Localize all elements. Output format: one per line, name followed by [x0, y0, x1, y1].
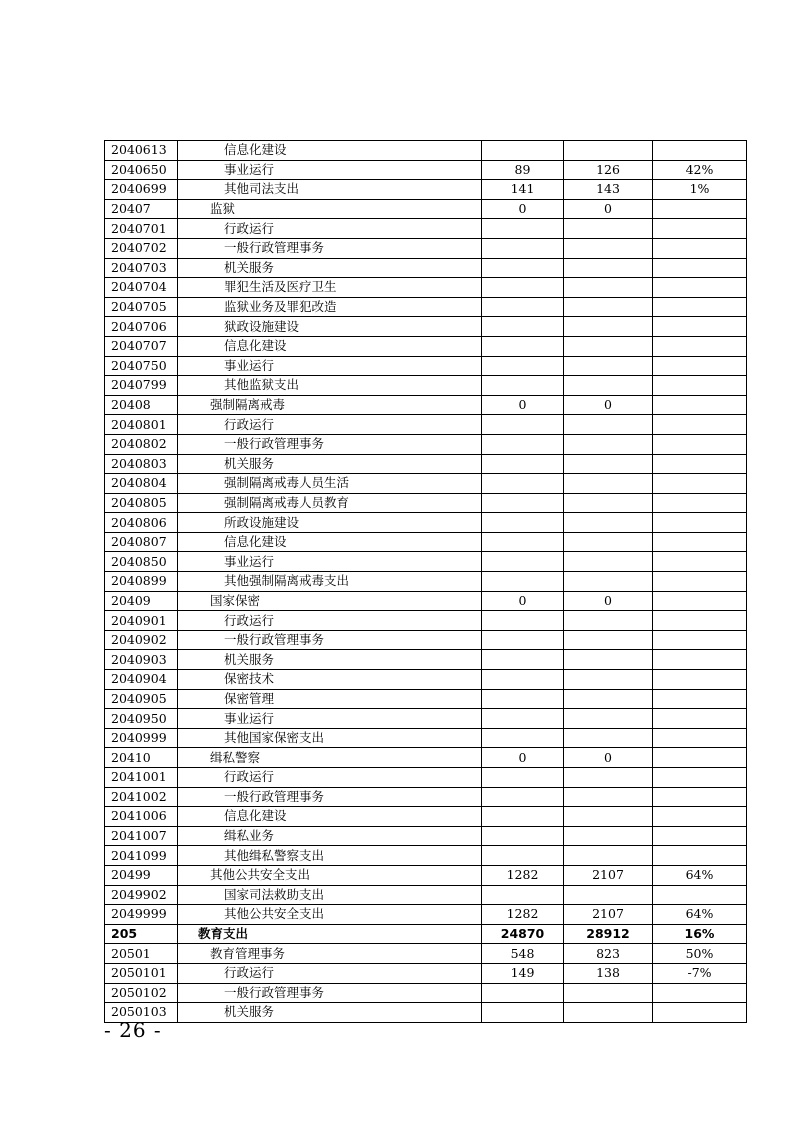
row-value-2-cell: [564, 336, 653, 356]
row-name-cell: 其他国家保密支出: [178, 728, 482, 748]
row-value-2-cell: 0: [564, 395, 653, 415]
row-value-2-cell: 0: [564, 748, 653, 768]
row-code-cell: 2040850: [105, 552, 178, 572]
row-percent-cell: [653, 650, 747, 670]
row-value-1-cell: [482, 630, 564, 650]
table-row: [105, 650, 747, 670]
table-row: [105, 278, 747, 298]
row-name-cell: 行政运行: [178, 415, 482, 435]
row-percent-cell: [653, 787, 747, 807]
row-name-cell: 所政设施建设: [178, 513, 482, 533]
row-value-2-cell: [564, 532, 653, 552]
row-value-1-cell: [482, 513, 564, 533]
table-row: [105, 670, 747, 690]
row-percent-cell: [653, 415, 747, 435]
row-percent-cell: [653, 611, 747, 631]
row-percent-cell: [653, 336, 747, 356]
row-code-cell: 2040699: [105, 180, 178, 200]
row-percent-cell: [653, 885, 747, 905]
row-value-1-cell: [482, 356, 564, 376]
row-name-cell: 机关服务: [178, 454, 482, 474]
row-value-1-cell: [482, 552, 564, 572]
table-row: [105, 199, 747, 219]
table-row: [105, 630, 747, 650]
row-percent-cell: [653, 630, 747, 650]
row-code-cell: 2040707: [105, 336, 178, 356]
table-row: [105, 376, 747, 396]
row-percent-cell: 64%: [653, 865, 747, 885]
row-name-cell: 一般行政管理事务: [178, 630, 482, 650]
row-name-cell: 狱政设施建设: [178, 317, 482, 337]
row-value-1-cell: [482, 297, 564, 317]
row-percent-cell: [653, 1003, 747, 1023]
row-value-1-cell: [482, 493, 564, 513]
table-row: [105, 924, 747, 944]
row-name-cell: 其他监狱支出: [178, 376, 482, 396]
row-percent-cell: [653, 768, 747, 788]
row-value-1-cell: [482, 376, 564, 396]
row-value-2-cell: [564, 689, 653, 709]
row-code-cell: 2049902: [105, 885, 178, 905]
table-row: [105, 768, 747, 788]
row-code-cell: 2040905: [105, 689, 178, 709]
table-row: [105, 454, 747, 474]
row-code-cell: 2050102: [105, 983, 178, 1003]
row-code-cell: 20410: [105, 748, 178, 768]
table-row: [105, 709, 747, 729]
row-value-1-cell: [482, 258, 564, 278]
row-value-2-cell: 0: [564, 199, 653, 219]
row-value-2-cell: [564, 846, 653, 866]
row-name-cell: 缉私警察: [178, 748, 482, 768]
row-percent-cell: [653, 552, 747, 572]
row-percent-cell: [653, 434, 747, 454]
table-row: [105, 865, 747, 885]
row-name-cell: 保密技术: [178, 670, 482, 690]
row-value-1-cell: 141: [482, 180, 564, 200]
row-value-1-cell: [482, 141, 564, 161]
row-value-2-cell: [564, 238, 653, 258]
row-name-cell: 行政运行: [178, 219, 482, 239]
row-code-cell: 2040706: [105, 317, 178, 337]
row-percent-cell: [653, 297, 747, 317]
row-value-1-cell: [482, 474, 564, 494]
table-row: [105, 474, 747, 494]
row-name-cell: 保密管理: [178, 689, 482, 709]
row-value-1-cell: [482, 317, 564, 337]
table-row: [105, 415, 747, 435]
row-value-1-cell: [482, 689, 564, 709]
row-value-1-cell: [482, 336, 564, 356]
row-name-cell: 教育支出: [178, 924, 482, 944]
table-row: [105, 238, 747, 258]
row-name-cell: 一般行政管理事务: [178, 983, 482, 1003]
row-value-1-cell: 149: [482, 963, 564, 983]
row-percent-cell: [653, 376, 747, 396]
row-value-1-cell: [482, 983, 564, 1003]
row-code-cell: 2040801: [105, 415, 178, 435]
row-name-cell: 罪犯生活及医疗卫生: [178, 278, 482, 298]
row-code-cell: 2040702: [105, 238, 178, 258]
table-row: [105, 591, 747, 611]
table-row: [105, 963, 747, 983]
row-value-2-cell: [564, 434, 653, 454]
row-name-cell: 其他公共安全支出: [178, 865, 482, 885]
row-value-2-cell: [564, 630, 653, 650]
row-percent-cell: [653, 983, 747, 1003]
row-value-1-cell: [482, 787, 564, 807]
row-value-2-cell: [564, 258, 653, 278]
row-value-2-cell: [564, 278, 653, 298]
row-value-2-cell: [564, 376, 653, 396]
table-row: [105, 552, 747, 572]
row-code-cell: 20407: [105, 199, 178, 219]
row-value-2-cell: [564, 1003, 653, 1023]
row-percent-cell: 1%: [653, 180, 747, 200]
row-value-2-cell: [564, 826, 653, 846]
row-code-cell: 2040802: [105, 434, 178, 454]
row-value-1-cell: 0: [482, 395, 564, 415]
row-name-cell: 强制隔离戒毒人员生活: [178, 474, 482, 494]
row-code-cell: 2040950: [105, 709, 178, 729]
table-row: [105, 160, 747, 180]
table-row: [105, 611, 747, 631]
row-value-1-cell: [482, 454, 564, 474]
table-row: [105, 787, 747, 807]
row-value-1-cell: [482, 238, 564, 258]
table-body: [105, 141, 747, 1023]
table-row: [105, 317, 747, 337]
row-percent-cell: [653, 356, 747, 376]
row-percent-cell: [653, 513, 747, 533]
row-code-cell: 2041099: [105, 846, 178, 866]
row-percent-cell: [653, 454, 747, 474]
row-percent-cell: 64%: [653, 905, 747, 925]
table-row: [105, 905, 747, 925]
table-row: [105, 180, 747, 200]
row-value-1-cell: 1282: [482, 905, 564, 925]
row-value-2-cell: [564, 572, 653, 592]
row-percent-cell: 50%: [653, 944, 747, 964]
row-code-cell: 2040903: [105, 650, 178, 670]
row-value-2-cell: [564, 493, 653, 513]
table-row: [105, 807, 747, 827]
row-code-cell: 2040901: [105, 611, 178, 631]
row-code-cell: 2040805: [105, 493, 178, 513]
table-row: [105, 219, 747, 239]
row-name-cell: 缉私业务: [178, 826, 482, 846]
row-percent-cell: [653, 846, 747, 866]
table-row: [105, 356, 747, 376]
row-percent-cell: [653, 572, 747, 592]
row-value-2-cell: [564, 474, 653, 494]
row-name-cell: 国家保密: [178, 591, 482, 611]
row-name-cell: 信息化建设: [178, 807, 482, 827]
row-code-cell: 2041001: [105, 768, 178, 788]
row-value-1-cell: 0: [482, 199, 564, 219]
table-row: [105, 846, 747, 866]
row-percent-cell: [653, 826, 747, 846]
row-percent-cell: [653, 238, 747, 258]
row-value-1-cell: [482, 826, 564, 846]
table-row: [105, 336, 747, 356]
row-name-cell: 行政运行: [178, 963, 482, 983]
row-value-1-cell: 1282: [482, 865, 564, 885]
table-row: [105, 983, 747, 1003]
row-code-cell: 2040999: [105, 728, 178, 748]
row-value-1-cell: [482, 885, 564, 905]
row-value-2-cell: 143: [564, 180, 653, 200]
row-name-cell: 教育管理事务: [178, 944, 482, 964]
row-value-2-cell: [564, 885, 653, 905]
table-row: [105, 395, 747, 415]
row-value-2-cell: 2107: [564, 905, 653, 925]
row-code-cell: 20499: [105, 865, 178, 885]
row-value-1-cell: [482, 768, 564, 788]
row-percent-cell: 16%: [653, 924, 747, 944]
row-value-2-cell: [564, 454, 653, 474]
row-code-cell: 205: [105, 924, 178, 944]
row-percent-cell: [653, 317, 747, 337]
table-row: [105, 141, 747, 161]
row-percent-cell: [653, 278, 747, 298]
row-value-1-cell: 0: [482, 591, 564, 611]
row-value-1-cell: 548: [482, 944, 564, 964]
row-value-2-cell: [564, 415, 653, 435]
row-code-cell: 2040807: [105, 532, 178, 552]
row-name-cell: 监狱: [178, 199, 482, 219]
row-percent-cell: [653, 709, 747, 729]
row-value-2-cell: [564, 650, 653, 670]
row-percent-cell: [653, 493, 747, 513]
row-percent-cell: [653, 748, 747, 768]
table-row: [105, 434, 747, 454]
row-value-1-cell: [482, 219, 564, 239]
row-code-cell: 2040899: [105, 572, 178, 592]
row-name-cell: 一般行政管理事务: [178, 434, 482, 454]
table-row: [105, 826, 747, 846]
table-row: [105, 493, 747, 513]
row-value-1-cell: [482, 415, 564, 435]
row-percent-cell: -7%: [653, 963, 747, 983]
row-value-1-cell: [482, 611, 564, 631]
row-name-cell: 信息化建设: [178, 532, 482, 552]
row-value-2-cell: [564, 983, 653, 1003]
table-row: [105, 1003, 747, 1023]
row-name-cell: 事业运行: [178, 552, 482, 572]
row-value-1-cell: [482, 670, 564, 690]
row-value-2-cell: 28912: [564, 924, 653, 944]
row-percent-cell: [653, 199, 747, 219]
row-value-2-cell: 2107: [564, 865, 653, 885]
row-name-cell: 其他公共安全支出: [178, 905, 482, 925]
row-name-cell: 一般行政管理事务: [178, 238, 482, 258]
row-value-2-cell: [564, 807, 653, 827]
row-code-cell: 2041006: [105, 807, 178, 827]
row-code-cell: 2040705: [105, 297, 178, 317]
row-name-cell: 事业运行: [178, 709, 482, 729]
table-row: [105, 944, 747, 964]
row-name-cell: 事业运行: [178, 356, 482, 376]
row-percent-cell: [653, 395, 747, 415]
row-code-cell: 2040703: [105, 258, 178, 278]
row-code-cell: 2040701: [105, 219, 178, 239]
row-name-cell: 其他强制隔离戒毒支出: [178, 572, 482, 592]
row-value-1-cell: 89: [482, 160, 564, 180]
row-value-2-cell: [564, 141, 653, 161]
row-name-cell: 行政运行: [178, 768, 482, 788]
row-percent-cell: [653, 219, 747, 239]
row-name-cell: 强制隔离戒毒人员教育: [178, 493, 482, 513]
row-code-cell: 2040804: [105, 474, 178, 494]
row-value-2-cell: 823: [564, 944, 653, 964]
table-row: [105, 572, 747, 592]
row-code-cell: 2041007: [105, 826, 178, 846]
row-value-1-cell: 0: [482, 748, 564, 768]
row-code-cell: 2050101: [105, 963, 178, 983]
row-percent-cell: [653, 591, 747, 611]
row-name-cell: 机关服务: [178, 650, 482, 670]
row-code-cell: 2049999: [105, 905, 178, 925]
row-value-2-cell: [564, 317, 653, 337]
row-code-cell: 2040904: [105, 670, 178, 690]
row-code-cell: 2041002: [105, 787, 178, 807]
row-percent-cell: [653, 670, 747, 690]
table-row: [105, 885, 747, 905]
row-percent-cell: [653, 532, 747, 552]
table-row: [105, 258, 747, 278]
row-code-cell: 2050103: [105, 1003, 178, 1023]
row-value-1-cell: [482, 650, 564, 670]
row-value-2-cell: [564, 670, 653, 690]
row-percent-cell: [653, 258, 747, 278]
row-value-2-cell: 138: [564, 963, 653, 983]
row-name-cell: 机关服务: [178, 258, 482, 278]
row-code-cell: 2040902: [105, 630, 178, 650]
row-name-cell: 国家司法救助支出: [178, 885, 482, 905]
row-value-1-cell: [482, 709, 564, 729]
row-value-2-cell: [564, 728, 653, 748]
row-value-2-cell: [564, 611, 653, 631]
row-value-2-cell: [564, 768, 653, 788]
row-name-cell: 信息化建设: [178, 336, 482, 356]
row-code-cell: 20501: [105, 944, 178, 964]
row-name-cell: 监狱业务及罪犯改造: [178, 297, 482, 317]
table-row: [105, 748, 747, 768]
row-value-2-cell: 126: [564, 160, 653, 180]
row-code-cell: 20409: [105, 591, 178, 611]
row-value-1-cell: [482, 278, 564, 298]
row-name-cell: 强制隔离戒毒: [178, 395, 482, 415]
row-value-2-cell: 0: [564, 591, 653, 611]
row-percent-cell: [653, 141, 747, 161]
page-number: - 26 -: [104, 1018, 162, 1042]
row-name-cell: 事业运行: [178, 160, 482, 180]
row-percent-cell: [653, 689, 747, 709]
table-row: [105, 728, 747, 748]
row-value-2-cell: [564, 709, 653, 729]
row-value-1-cell: [482, 532, 564, 552]
row-value-2-cell: [564, 219, 653, 239]
row-value-1-cell: [482, 572, 564, 592]
table-row: [105, 513, 747, 533]
budget-table: [104, 140, 747, 1023]
row-value-2-cell: [564, 513, 653, 533]
row-name-cell: 机关服务: [178, 1003, 482, 1023]
table-row: [105, 532, 747, 552]
table-row: [105, 689, 747, 709]
row-name-cell: 一般行政管理事务: [178, 787, 482, 807]
row-code-cell: 2040799: [105, 376, 178, 396]
row-value-2-cell: [564, 356, 653, 376]
row-value-1-cell: 24870: [482, 924, 564, 944]
row-code-cell: 2040806: [105, 513, 178, 533]
row-name-cell: 信息化建设: [178, 141, 482, 161]
row-percent-cell: 42%: [653, 160, 747, 180]
row-value-2-cell: [564, 787, 653, 807]
row-value-1-cell: [482, 728, 564, 748]
row-value-2-cell: [564, 552, 653, 572]
row-code-cell: 2040803: [105, 454, 178, 474]
row-percent-cell: [653, 728, 747, 748]
row-value-1-cell: [482, 807, 564, 827]
row-code-cell: 2040750: [105, 356, 178, 376]
row-name-cell: 其他缉私警察支出: [178, 846, 482, 866]
row-percent-cell: [653, 807, 747, 827]
row-value-2-cell: [564, 297, 653, 317]
row-value-1-cell: [482, 1003, 564, 1023]
row-code-cell: 2040704: [105, 278, 178, 298]
row-value-1-cell: [482, 846, 564, 866]
table-row: [105, 297, 747, 317]
row-code-cell: 2040650: [105, 160, 178, 180]
row-name-cell: 行政运行: [178, 611, 482, 631]
row-value-1-cell: [482, 434, 564, 454]
row-name-cell: 其他司法支出: [178, 180, 482, 200]
row-code-cell: 20408: [105, 395, 178, 415]
row-code-cell: 2040613: [105, 141, 178, 161]
row-percent-cell: [653, 474, 747, 494]
